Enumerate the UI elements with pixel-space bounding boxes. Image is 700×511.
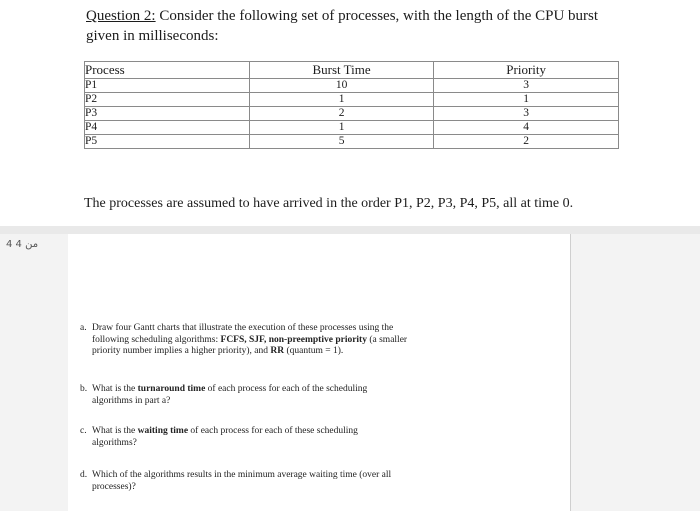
table-row — [85, 135, 619, 149]
item-bold-text: FCFS, SJF, non-preemptive priority — [220, 334, 367, 345]
cell-priority: 4 — [434, 121, 619, 135]
item-label: b. — [80, 384, 88, 394]
item-label: a. — [80, 323, 87, 333]
question-item-a — [80, 323, 510, 358]
question-label: Question 2: — [86, 8, 156, 24]
item-text: of each process for each of the scheduling — [205, 384, 368, 394]
cell-burst: 2 — [249, 107, 434, 121]
item-text: What is the — [92, 384, 138, 394]
item-text: Which of the algorithms results in the minimum average waiting time (over all — [92, 470, 392, 480]
item-text: Draw four Gantt charts that illustrate the execution of these processes using the — [92, 323, 394, 333]
cell-priority: 1 — [434, 93, 619, 107]
header-process: Process — [85, 62, 250, 79]
cell-burst: 5 — [249, 135, 434, 149]
cell-process: P2 — [85, 93, 250, 107]
page-gap — [0, 226, 700, 234]
item-bold-text: RR — [270, 346, 285, 356]
table-row — [85, 79, 619, 93]
viewer-margin-left — [0, 234, 68, 511]
header-priority: Priority — [434, 62, 619, 79]
cell-process: P3 — [85, 107, 250, 121]
header-burst-time: Burst Time — [249, 62, 434, 79]
cell-priority: 2 — [434, 135, 619, 149]
arrival-assumption: The processes are assumed to have arrived in the order P1, P2, P3, P4, P5, all at time 0. — [84, 196, 574, 211]
item-text: What is the — [92, 426, 138, 436]
cell-priority: 3 — [434, 79, 619, 93]
question-item-b — [80, 384, 510, 407]
question-text-line1: Consider the following set of processes, with the length of the CPU burst — [155, 8, 599, 24]
item-text: priority number implies a higher priority), and — [92, 346, 271, 356]
cell-burst: 1 — [249, 121, 434, 135]
viewer-margin-right — [570, 234, 700, 511]
item-text: algorithms? — [92, 437, 137, 448]
page-top — [0, 0, 700, 226]
cell-process: P4 — [85, 121, 250, 135]
item-bold-text: turnaround time — [137, 384, 206, 394]
cell-burst: 1 — [249, 93, 434, 107]
item-text: following scheduling algorithms: — [92, 334, 221, 345]
item-text: (quantum = 1). — [284, 346, 344, 356]
question-item-d — [80, 470, 510, 493]
cell-process: P1 — [85, 79, 250, 93]
table-header-row — [85, 62, 619, 79]
item-text: (a smaller — [366, 334, 408, 345]
page-indicator: 4 من 4 — [6, 239, 39, 250]
page-two — [68, 234, 571, 511]
item-label: d. — [80, 470, 88, 480]
cell-priority: 3 — [434, 107, 619, 121]
cell-process: P5 — [85, 135, 250, 149]
table-row — [85, 121, 619, 135]
process-table — [84, 61, 619, 149]
item-label: c. — [80, 426, 87, 436]
table-row — [85, 107, 619, 121]
item-text: algorithms in part a? — [92, 395, 171, 406]
question-heading — [86, 6, 646, 46]
table-row — [85, 93, 619, 107]
item-text: of each process for each of these scheduling — [188, 426, 358, 436]
item-text: processes)? — [92, 481, 136, 492]
item-bold-text: waiting time — [137, 426, 189, 436]
question-item-c — [80, 426, 510, 449]
cell-burst: 10 — [249, 79, 434, 93]
question-text-line2: given in milliseconds: — [86, 28, 219, 44]
